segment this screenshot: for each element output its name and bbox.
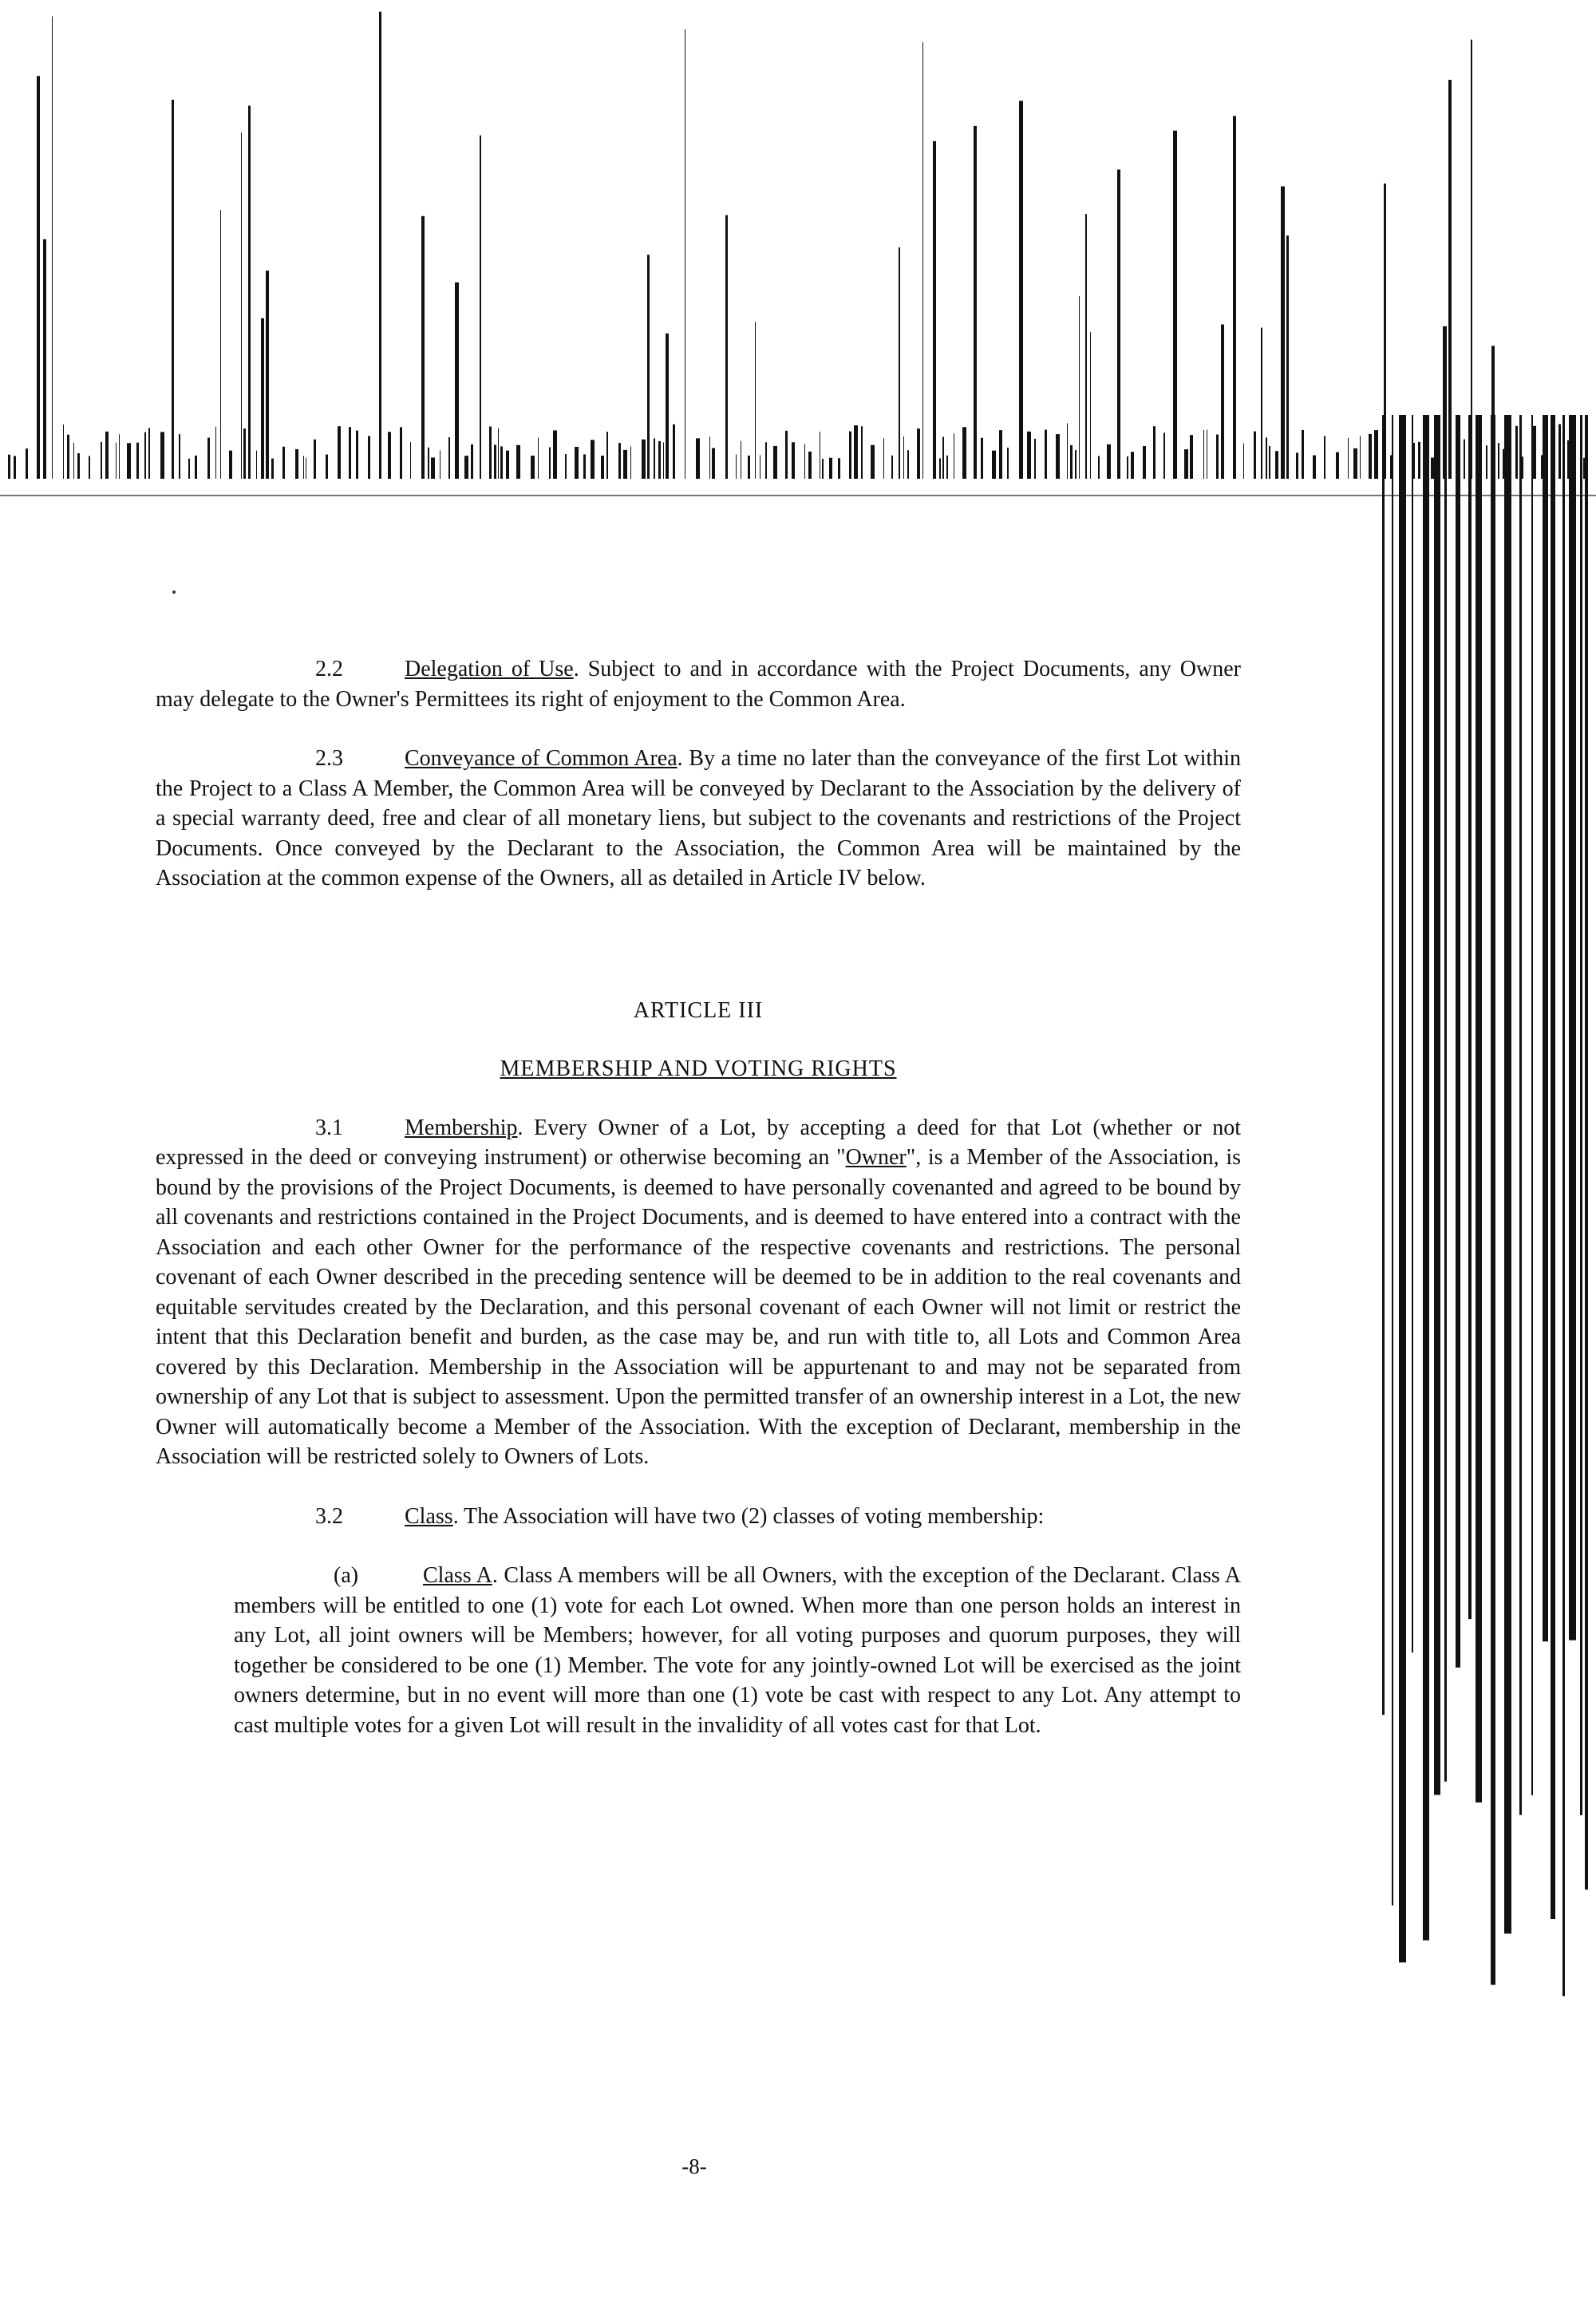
scan-barcode-artifact-right	[1373, 415, 1596, 2091]
document-body	[156, 654, 1241, 1770]
section-number: 2.3	[315, 746, 343, 771]
section-number: 3.1	[315, 1115, 343, 1140]
scan-barcode-artifact-top	[0, 0, 1596, 511]
section-caption: Delegation of Use	[405, 657, 574, 681]
section-text: . Subject to and in accordance with the Project Documents, any Owner may delegate to the Owner's Permittees its right of enjoyment to the Common Area.	[156, 657, 1242, 712]
section-text-part-2: ", is a Member of the Association, is bound by the provisions of the Project Documents, is deemed to have personally covenanted and agreed to be bound by all covenants and restrictions contained in the Project Documents, and is deemed to have entered into a contract with the Association and each other Owner for the performance of the respective covenants and restrictions. The personal covenant of each Owner described in the preceding sentence will be deemed to be in addition to the real covenants and equitable servitudes created by the Declaration, and this personal covenant of each Owner will not limit or restrict the intent that this Declaration benefit and burden, as the case may be, and run with title to, all Lots and Common Area covered by this Declaration. Membership in the Association will be appurtenant to and may not be separated from ownership of any Lot that is subject to assessment. Upon the permitted transfer of an ownership interest in a Lot, the new Owner will automatically become a Member of the Association. With the exception of Declarant, membership in the Association will be restricted solely to Owners of Lots.	[156, 1145, 1241, 1469]
section-text-part-1: . Every Owner of a Lot, by accepting a deed for that Lot (whether or not expressed in the deed or conveying instrument) or otherwise becoming an "	[156, 1115, 1241, 1170]
section-3-1	[156, 1113, 1241, 1472]
section-number: 2.2	[315, 657, 343, 681]
section-text: . By a time no later than the conveyance of the first Lot within the Project to a Class A Member, the Common Area will be conveyed by Declarant to the Association by the delivery of a special warranty deed, free and clear of all monetary liens, but subject to the covenants and restrictions of the Project Documents. Once conveyed by the Declarant to the Association, the Common Area will be maintained by the Association at the common expense of the Owners, all as detailed in Article IV below.	[156, 746, 1241, 890]
section-caption: Conveyance of Common Area	[405, 746, 678, 771]
section-caption: Class A	[423, 1563, 492, 1588]
section-number: (a)	[334, 1563, 359, 1588]
article-title: MEMBERSHIP AND VOTING RIGHTS	[500, 1056, 897, 1081]
section-2-3	[156, 744, 1241, 894]
section-text: . The Association will have two (2) classes of voting membership:	[452, 1503, 1045, 1529]
defined-term: Owner	[845, 1145, 907, 1170]
section-text: . Class A members will be all Owners, with the exception of the Declarant. Class A members will be entitled to one (1) vote for each Lot owned. When more than one person holds an interest in any Lot, all joint owners will be Members; however, for all voting purposes and quorum purposes, they will together be considered to be one (1) Member. The vote for any jointly-owned Lot will be exercised as the joint owners determine, but in no event will more than one (1) vote be cast with respect to any Lot. Any attempt to cast multiple votes for a given Lot will result in the invalidity of all votes cast for that Lot.	[234, 1563, 1241, 1738]
page-number: -8-	[681, 2154, 707, 2178]
section-3-2	[156, 1502, 1241, 1532]
section-caption: Class	[405, 1503, 453, 1529]
section-number: 3.2	[315, 1503, 343, 1529]
section-caption: Membership	[405, 1115, 518, 1140]
article-heading: ARTICLE III	[633, 997, 764, 1023]
section-2-2	[156, 654, 1241, 714]
stray-mark	[172, 590, 176, 594]
section-3-2-a	[234, 1561, 1241, 1740]
